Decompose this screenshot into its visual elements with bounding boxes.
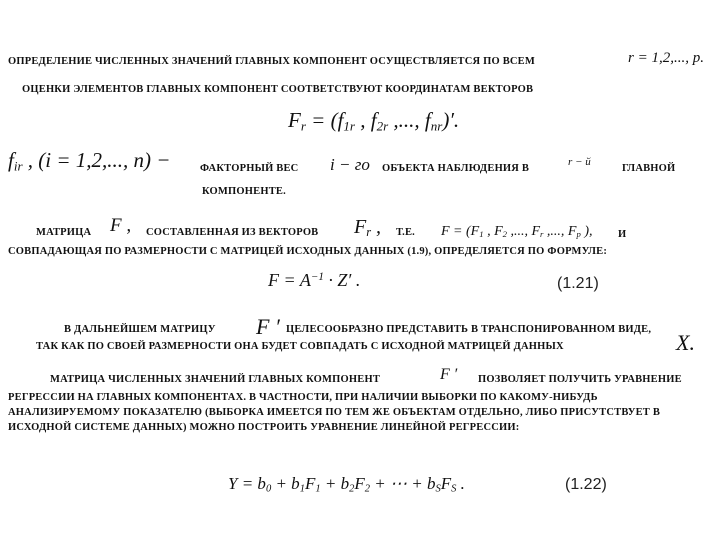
- math-x-symbol: X.: [676, 330, 695, 355]
- since-line: ТАК КАК ПО СВОЕЙ РАЗМЕРНОСТИ ОНА БУДЕТ СОВПАДАТЬ С ИСХОДНОЙ МАТРИЦЕЙ ДАННЫХ: [36, 341, 564, 352]
- math-f-symbol-3: F ′: [440, 366, 458, 383]
- allows-label: ПОЗВОЛЯЕТ ПОЛУЧИТЬ УРАВНЕНИЕ: [478, 374, 682, 385]
- and-label: И: [618, 229, 627, 240]
- math-f-symbol-2: F ′: [256, 314, 280, 339]
- eq-1-21-label: (1.21): [557, 275, 599, 292]
- math-fr-vector: $F_r = (f_{1r}$ , $f_{2r}$ ,..., $f_{nr})'$.: [288, 108, 460, 134]
- object-label: ОБЪЕКТА НАБЛЮДЕНИЯ В: [382, 163, 530, 174]
- ie-label: Т.Е.: [396, 227, 416, 238]
- factor-weight-label: ФАКТОРНЫЙ ВЕС: [200, 163, 299, 174]
- math-eq-1-21: $F = A^{-1} \cdot Z'$ .: [268, 270, 361, 290]
- further-suffix: ЦЕЛЕСООБРАЗНО ПРЕДСТАВИТЬ В ТРАНСПОНИРОВАННОМ ВИДЕ,: [286, 324, 652, 335]
- math-eq-1-22: $Y = b_0 + b_1F_1 + b_2F_2$ + ⋯ + $b_SF_S$ .: [228, 474, 465, 495]
- matrix-values-label: МАТРИЦА ЧИСЛЕННЫХ ЗНАЧЕНИЙ ГЛАВНЫХ КОМПОНЕНТ: [50, 374, 381, 385]
- main-label: ГЛАВНОЙ: [622, 163, 676, 174]
- matching-line: СОВПАДАЮЩАЯ ПО РАЗМЕРНОСТИ С МАТРИЦЕЙ ИСХОДНЫХ ДАННЫХ (1.9), ОПРЕДЕЛЯЕТСЯ ПО ФОРМУЛЕ:: [8, 246, 608, 257]
- composed-label: СОСТАВЛЕННАЯ ИЗ ВЕКТОРОВ: [146, 227, 319, 238]
- text-line-1: ОПРЕДЕЛЕНИЕ ЧИСЛЕННЫХ ЗНАЧЕНИЙ ГЛАВНЫХ КОМПОНЕНТ ОСУЩЕСТВЛЯЕТСЯ ПО ВСЕМ: [8, 56, 535, 67]
- math-fir-def: $f_{ir}$ , (i = 1,2,..., n) −: [8, 148, 171, 174]
- eq-1-22-label: (1.22): [565, 476, 607, 493]
- matrix-word: МАТРИЦА: [36, 227, 92, 238]
- math-f-matrix: $F = (F_1$ , $F_2$ ,..., $F_r$ ,..., $F_p$ ),: [441, 224, 593, 240]
- component-label: КОМПОНЕНТЕ.: [202, 186, 286, 197]
- math-r-range: r = 1,2,..., p.: [628, 50, 704, 66]
- text-line-2: ОЦЕНКИ ЭЛЕМЕНТОВ ГЛАВНЫХ КОМПОНЕНТ СООТВЕТСТВУЮТ КООРДИНАТАМ ВЕКТОРОВ: [22, 84, 534, 95]
- math-fr-symbol: $F_r$ ,: [354, 216, 382, 240]
- further-prefix: В ДАЛЬНЕЙШЕМ МАТРИЦУ: [64, 324, 216, 335]
- regression-paragraph: РЕГРЕССИИ НА ГЛАВНЫХ КОМПОНЕНТАХ. В ЧАСТНОСТИ, ПРИ НАЛИЧИИ ВЫБОРКИ ПО КАКОМУ-НИБУДЬ АНАЛИЗИРУЕМОМУ ПОКАЗАТЕЛЮ (ВЫБОРКА ИМЕЕТСЯ ПО ТЕМ ЖЕ ОБЪЕКТАМ ОТДЕЛЬНО, ЛИБО ПРИСУТСТВУЕТ В ИСХОДНОЙ СИСТЕМЕ ДАННЫХ) МОЖНО ПОСТРОИТЬ УРАВНЕНИЕ ЛИНЕЙНОЙ РЕГРЕССИИ:: [8, 392, 661, 433]
- math-f-symbol-1: F ,: [110, 215, 132, 236]
- math-r-th: r − й: [568, 156, 591, 168]
- math-i-th: i − го: [330, 155, 370, 174]
